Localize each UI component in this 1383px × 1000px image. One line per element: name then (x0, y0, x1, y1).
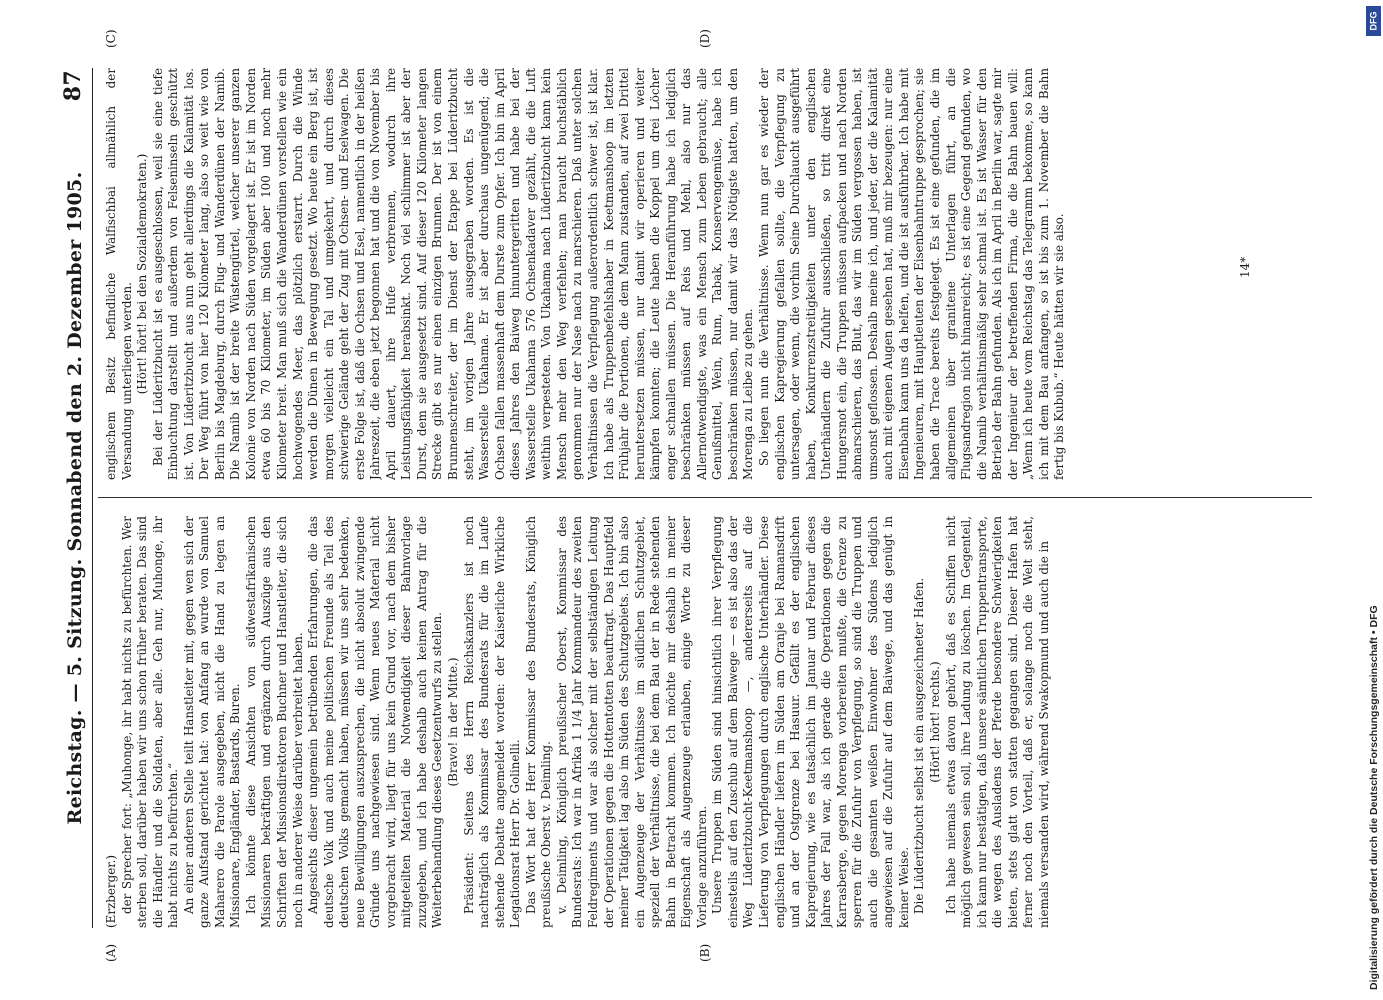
page-title: Reichstag. — 5. Sitzung. Sonnabend den 2. Dezember 1905. (64, 171, 86, 825)
paragraph: Ich könnte diese Ansichten von südwestafrikanischen Missionaren bekräftigen und ergänzen durch Auszüge aus den Schriften der Missionsdirektoren Buchner und Hanstleiter, die sich noch in anderer Weise darüber verbreitet haben. (243, 516, 305, 928)
paragraph: Die Lüderitzbucht selbst ist ein ausgezeichneter Hafen. (912, 577, 927, 914)
document-page (58, 29, 1316, 962)
paragraph: (Hört! hört! rechts.) (927, 661, 942, 783)
margin-marker-c: (C) (104, 29, 118, 48)
paragraph: Angesichts dieser ungemein betrübenden Erfahrungen, die das deutsche Volk und auch meine politischen Freunde als Teil des deutschen Volks gemacht haben, müssen wir uns sehr bedenken, neue Bewilligungen auszusprechen, die nicht absolut zwingende Gründe uns nachgewiesen sind. Wenn neues Material nicht vorgebracht wird, liegt für uns kein Grund vor, nach dem bisher mitgeteilten Material die Notwendigkeit dieser Bahnvorlage zuzugeben, und ich habe deshalb auch keinen Antrag für die Weiterbehandlung dieses Gesetzentwurfs zu stellen. (306, 516, 445, 928)
right-column (104, 68, 1304, 480)
paragraph: So liegen nun die Verhältnisse. Wenn nun gar es wieder der englischen Kapregierung gefallen sollte, die Verpflegung zu untersagen, oder wenn, die vorhin Seine Durchlaucht ausgeführt haben, Konkurrenzstreitigkeiten unter den englischen Unterhändlern die Zufuhr ausschließen, so tritt direkt eine Hungersnot ein, die Truppen müssen aufpacken und nach Norden abmarschieren, das Blut, das wir im Süden vergossen haben, ist umsonst geflossen. Deshalb meine ich, und jeder, der die Kalamität auch mit eigenen Augen gesehen hat, muß mir bezeugen: nur eine Eisenbahn kann uns da helfen, und die ist ausführbar. Ich habe mit Ingenieuren, mit Hauptleuten der Eisenbahntruppe gesprochen; sie haben die Trace bereits festgelegt. Es ist eine gefunden, die im allgemeinen über granitene Unterlagen führt, an die Flugsandregion nicht hinanreicht; es ist eine Gegend gefunden, wo die Namib verhältnismäßig sehr schmal ist. Es ist Wasser für den Betrieb der Bahn gefunden. Als ich im April in Berlin war, sagte mir der Ingenieur der betreffenden Firma, die die Bahn bauen will: „Wenn ich heute vom Reichstag das Telegramm bekomme, so kann ich mit dem Bau anfangen, so ist bis zum 1. November die Bahn fertig bis Kubub.“ Heute hätten wir sie also. (756, 68, 1067, 480)
margin-marker-a: (A) (104, 943, 118, 962)
paragraph: Unsere Truppen im Süden sind hinsichtlich ihrer Verpflegung einesteils auf den Zuschub auf dem Baiwege — es ist also das der Weg Lüderitzbucht-Keetmanshoop —, andererseits auf die Lieferung von Verpflegungen durch englische Unterhändler. Diese englischen Händler liefern im Süden am Oranje bei Ramansdrift und an der Ostgrenze bei Hasuur. Gefällt es der englischen Kapregierung, wie es tatsächlich im Januar und Februar dieses Jahres der Fall war, als ich gerade die Operationen gegen die Karrasberge, gegen Morenga vorbereiten mußte, die Grenze zu sperren für die Zufuhr von Verpflegung, so sind die Truppen und auch die gesamten weißen Einwohner des Südens lediglich angewiesen auf die Zufuhr auf dem Baiwege, und das genügt in keiner Weise. (710, 516, 911, 928)
column-divider (98, 497, 1312, 498)
paragraph: englischem Besitz befindliche Walfischbai allmählich der Versandung unterliegen werden. (104, 68, 134, 480)
paragraph: (Hört! hört! bei den Sozialdemokraten.) (135, 153, 150, 395)
paragraph: der Sprecher fort: „Muhonge, ihr habt nichts zu befürchten. Wer sterben soll, darüber haben wir uns schon früher beraten. Das sind die Händler und die Soldaten, aber alle. Geh nur, Muhonge, ihr habt nichts zu befürchten.“ (119, 516, 181, 928)
left-column (104, 516, 1304, 928)
dfg-logo: DFG (1366, 6, 1381, 36)
credit-text: Digitalisierung gefördert durch die Deutsche Forschungsgemeinschaft • DFG (1368, 605, 1380, 990)
page-header (58, 68, 93, 928)
paragraph: (Erzberger.) (104, 854, 118, 928)
paragraph: v. Deimling, Königlich preußischer Oberst, Kommissar des Bundesrats: Ich war in Afrika 1 1/4 Jahr Kommandeur des zweiten Feldregiments und war als solcher mit der selbständigen Leitung der Operationen gegen die Hottentotten beauftragt. Das Hauptfeld meiner Tätigkeit lag also im Süden des Schutzgebiets. Ich bin also ein Augenzeuge der Verhältnisse im südlichen Schutzgebiet, speziell der Verhältnisse, die bei dem Bau der in Rede stehenden Bahn in Betracht kommen. Ich möchte mir deshalb in meiner Eigenschaft als Augenzeuge erlauben, einige Worte zu dieser Vorlage anzuführen. (554, 516, 709, 928)
paragraph: Bei der Lüderitzbucht ist es ausgeschlossen, weil sie eine tiefe Einbuchtung darstellt und außerdem von Felseninseln geschützt ist. Von Lüderitzbucht aus nun geht allerdings die Kalamität los. Der Weg führt von hier 120 Kilometer lang, also so weit wie von Berlin bis Magdeburg, durch Flug- und Wanderdünen der Namib. Die Namib ist der breite Wüstengürtel, welcher unserer ganzen Kolonie von Norden nach Süden vorgelagert ist. Er ist im Norden etwa 60 bis 70 Kilometer, im Süden aber 100 und noch mehr Kilometer breit. Man muß sich die Wanderdünen vorstellen wie ein hochwogendes Meer, das plötzlich erstarrt. Durch die Winde werden die Dünen in Bewegung gesetzt. Wo heute ein Berg ist, ist morgen vielleicht ein Tal und umgekehrt, und durch dieses schwierige Gelände geht der Zug mit Ochsen- und Eselwagen. Die erste Folge ist, daß die Ochsen und Esel, namentlich in der heißen Jahreszeit, die eben jetzt begonnen hat und die von November bis April dauert, ihre Hufe verbrennen, wodurch ihre Leistungsfähigkeit herabsinkt. Noch viel schlimmer ist aber der Durst, dem sie ausgesetzt sind. Auf dieser 120 Kilometer langen Strecke gibt es nur einen einzigen Brunnen. Der ist von einem Brunnenschreiter, der im Dienst der Etappe bei Lüderitzbucht steht, im vorigen Jahre ausgegraben worden. Es ist die Wasserstelle Ukahama. Er ist aber durchaus ungenügend; die Ochsen fallen massenhaft dem Durste zum Opfer. Ich bin im April dieses Jahres den Baiweg hinuntergeritten und habe bei der Wasserstelle Ukahama 576 Ochsenkadaver gezählt, die die Luft weithin verpesteten. Von Ukahama nach Lüderitzbucht kann kein Mensch mehr den Weg verfehlen; man braucht buchstäblich genommen nur der Nase nach zu marschieren. Daß unter solchen Verhältnissen die Verpflegung außerordentlich schwer ist, ist klar. Ich habe als Truppenbefehlshaber in Keetmanshoop im letzten Frühjahr die Portionen, die dem Mann zustanden, auf zwei Drittel heruntersetzen müssen, nur damit wir operieren und weiter kämpfen konnten; die Leute haben die Koppel um drei Löcher enger schnallen müssen. Die Heranführung habe ich lediglich beschränken müssen auf Reis und Mehl, also nur das Allernotwendigste, was ein Mensch zum Leben gebraucht; alle Genußmittel, Wein, Rum, Tabak, Konservengemüse, habe ich beschränken müssen, nur damit wir das Nötigste hatten, um den Morenga zu Leibe zu gehen. (150, 68, 756, 480)
signature-mark: 14* (1238, 256, 1252, 278)
margin-marker-b: (B) (698, 943, 712, 962)
digitization-credit (1364, 10, 1383, 990)
margin-marker-d: (D) (698, 29, 712, 48)
paragraph: (Bravo! in der Mitte.) (446, 657, 461, 787)
page-number: 87 (60, 70, 86, 102)
paragraph: Präsident: Seitens des Herrn Reichskanzlers ist noch nachträglich als Kommissar des Bundesrats für die im Laufe stehende Debatte angemeldet worden: der Kaiserliche Wirkliche Legationsrat Herr Dr. Golinelli. (461, 516, 523, 928)
paragraph: Das Wort hat der Herr Kommissar des Bundesrats, Königlich preußische Oberst v. Deimling. (523, 516, 554, 928)
paragraph: An einer anderen Stelle teilt Hanstleiter mit, gegen wen sich der ganze Aufstand gerichtet hat: von Anfang an wurde von Samuel Maharero die Parole ausgegeben, nicht die Hand zu legen an Missionare, Engländer, Bastards, Buren. (181, 516, 243, 928)
paragraph: Ich habe niemals etwas davon gehört, daß es Schiffen nicht möglich gewesen sein soll, ihre Ladung zu löschen. Im Gegenteil, ich kann nur bestätigen, daß unsere sämtlichen Truppentransporte, die wegen des Ausladens der Pferde besondere Schwierigkeiten bieten, stets glatt von statten gegangen sind. Dieser Hafen hat ferner noch den Vorteil, daß er, solange noch die Welt steht, niemals versanden wird, während Swakopmund und auch die in (943, 516, 1051, 928)
